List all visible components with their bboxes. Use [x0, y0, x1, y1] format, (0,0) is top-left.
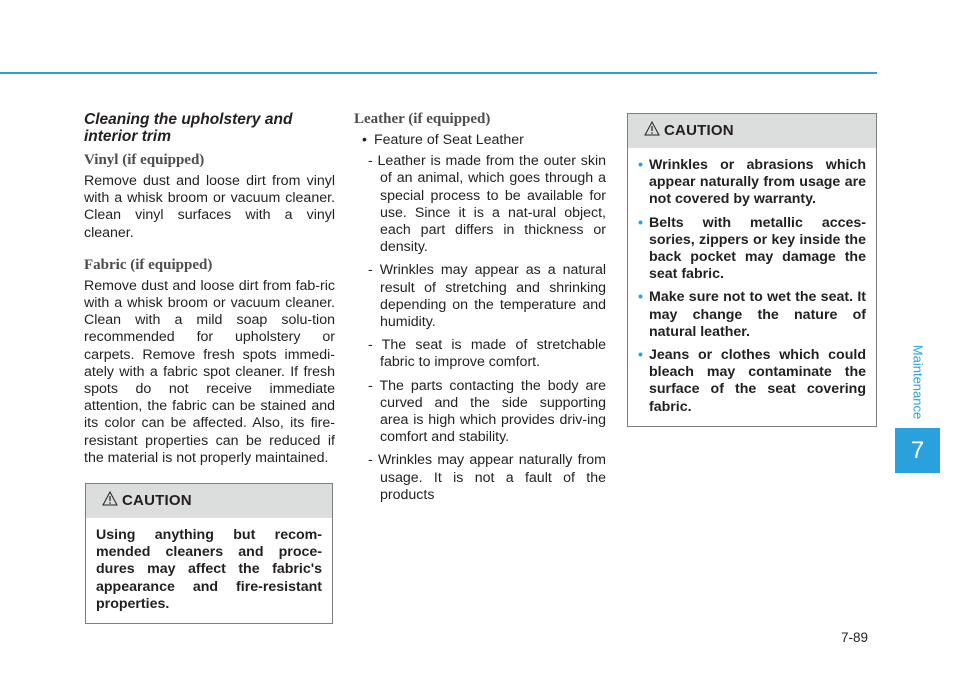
list-item: - The seat is made of stretchable fabric to improve comfort.: [368, 337, 606, 371]
page-number: 7-89: [840, 630, 868, 645]
chapter-label: Maintenance: [910, 344, 925, 420]
chapter-tab: 7: [895, 428, 940, 473]
caution-title: CAUTION: [122, 492, 192, 509]
vinyl-text: Remove dust and loose dirt from vinyl with a whisk broom or vacuum cleaner. Clean vinyl surfaces with a vinyl cleaner.: [84, 173, 335, 241]
caution-header: [628, 114, 876, 148]
list-item: - Leather is made from the outer skin of an animal, which goes through a special process to be available for use. Since it is a nat-ural object, each part differs in thickness or density.: [368, 153, 606, 256]
caution-item: • Wrinkles or abrasions which appear naturally from usage are not covered by warranty.: [638, 157, 866, 208]
leather-bullet: • Feature of Seat Leather: [360, 132, 606, 149]
fabric-text: Remove dust and loose dirt from fab-ric with a whisk broom or vacuum cleaner. Clean with a mild soap solu-tion recommended for upholstery or carpets. Remove fresh spots immedi-ately with a fabric spot cleaner. If fresh spots do not receive immediate attention, the fabric can be stained and its color can be affected. Also, its fire-resistant properties can be reduced if the material is not properly maintained.: [84, 277, 335, 466]
bullet-dot-icon: •: [638, 157, 643, 173]
section-title: Cleaning the upholstery and interior trim: [84, 111, 293, 145]
caution-box-leather: [627, 113, 877, 427]
caution-text: Using anything but recom-mended cleaners and proce-dures may affect the fabric's appearance and fire-resistant properties.: [96, 527, 322, 612]
column-middle: [354, 108, 606, 510]
caution-item: • Jeans or clothes which could bleach may contaminate the surface of the seat covering fabric.: [638, 347, 866, 415]
list-item: - Wrinkles may appear naturally from usage. It is not a fault of the products: [368, 452, 606, 503]
caution-header: [86, 484, 332, 518]
caution-box-fabric: [85, 483, 333, 624]
caution-item: • Belts with metallic acces-sories, zippers or key inside the back pocket may damage the seat fabric.: [638, 214, 866, 283]
column-left: [84, 108, 335, 481]
leather-heading: Leather (if equipped): [354, 111, 491, 127]
fabric-heading: Fabric (if equipped): [84, 256, 213, 273]
list-item: - The parts contacting the body are curved and the side supporting area is high which provides driv-ing comfort and stability.: [368, 377, 606, 446]
warning-triangle-icon: [644, 121, 660, 136]
caution-item: • Make sure not to wet the seat. It may change the nature of natural leather.: [638, 289, 866, 340]
caution-title: CAUTION: [664, 122, 734, 139]
bullet-dot-icon: •: [638, 214, 643, 231]
vinyl-heading: Vinyl (if equipped): [84, 152, 205, 168]
bullet-dot-icon: •: [638, 289, 643, 306]
top-rule: [0, 72, 877, 74]
caution-list: [628, 148, 876, 426]
bullet-dot-icon: •: [638, 347, 643, 364]
list-item: - Wrinkles may appear as a natural result of stretching and shrinking depending on the temperature and humidity.: [368, 262, 606, 331]
warning-triangle-icon: [102, 491, 118, 506]
